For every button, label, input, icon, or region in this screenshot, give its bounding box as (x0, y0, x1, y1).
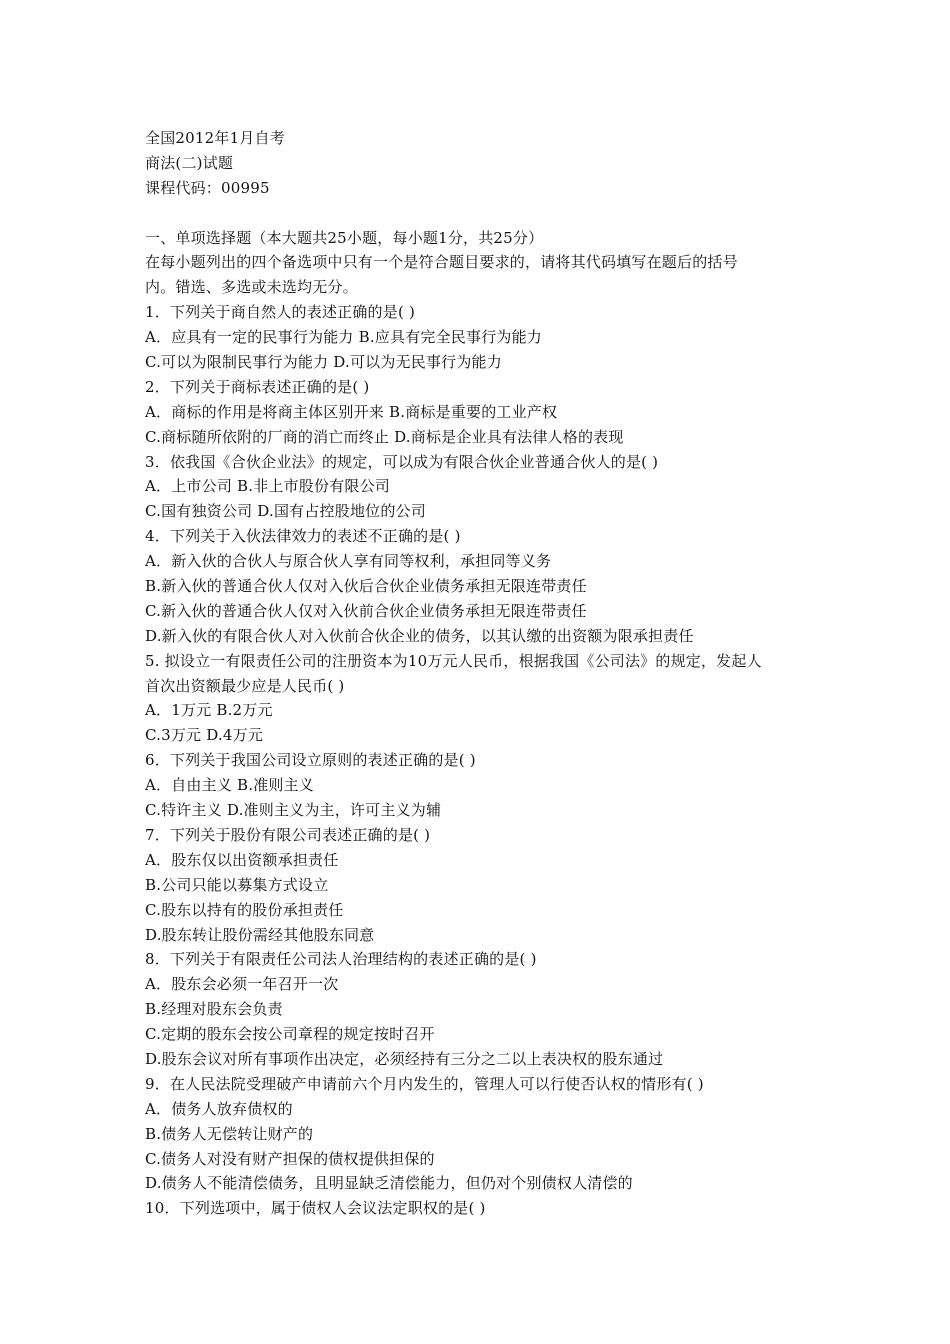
question-option: A．自由主义 B.准则主义 (145, 776, 314, 795)
question-option: C.特许主义 D.准则主义为主，许可主义为辅 (145, 801, 442, 820)
question-option: A．1万元 B.2万元 (145, 701, 273, 720)
question-stem: 6．下列关于我国公司设立原则的表述正确的是( ) (145, 751, 476, 770)
question-option: A．商标的作用是将商主体区别开来 B.商标是重要的工业产权 (145, 402, 558, 421)
question-stem: 7．下列关于股份有限公司表述正确的是( ) (145, 825, 431, 844)
question-option: C.3万元 D.4万元 (145, 726, 264, 745)
section-instructions-cont: 内。错选、多选或未选均无分。 (145, 278, 358, 297)
question-option: A．股东会必须一年召开一次 (145, 975, 339, 994)
course-code: 课程代码：00995 (145, 178, 270, 197)
question-option: A．股东仅以出资额承担责任 (145, 850, 339, 869)
question-option: C.定期的股东会按公司章程的规定按时召开 (145, 1025, 435, 1044)
question-stem: 5. 拟设立一有限责任公司的注册资本为10万元人民币，根据我国《公司法》的规定，发起人 (145, 651, 762, 670)
subject-title: 商法(二)试题 (145, 153, 234, 172)
question-stem: 4．下列关于入伙法律效力的表述不正确的是( ) (145, 527, 461, 546)
question-option: D.新入伙的有限合伙人对入伙前合伙企业的债务，以其认缴的出资额为限承担责任 (145, 626, 694, 645)
question-option: A．上市公司 B.非上市股份有限公司 (145, 477, 390, 496)
question-option: B.公司只能以募集方式设立 (145, 875, 329, 894)
question-option: A．债务人放弃债权的 (145, 1099, 293, 1118)
question-option: C.可以为限制民事行为能力 D.可以为无民事行为能力 (145, 353, 502, 372)
question-option: 首次出资额最少应是人民币( ) (145, 676, 345, 695)
exam-title: 全国2012年1月自考 (145, 129, 285, 147)
document-page (145, 126, 825, 1221)
question-option: C.股东以持有的股份承担责任 (145, 900, 344, 919)
question-option: A．新入伙的合伙人与原合伙人享有同等权利，承担同等义务 (145, 552, 552, 571)
question-option: D.股东转让股份需经其他股东同意 (145, 925, 375, 944)
question-option: C.新入伙的普通合伙人仅对入伙前合伙企业债务承担无限连带责任 (145, 601, 587, 620)
question-option: A．应具有一定的民事行为能力 B.应具有完全民事行为能力 (145, 328, 542, 347)
question-stem: 10．下列选项中，属于债权人会议法定职权的是( ) (145, 1199, 486, 1218)
spacer (145, 201, 825, 226)
question-stem: 8．下列关于有限责任公司法人治理结构的表述正确的是( ) (145, 950, 537, 969)
question-stem: 3．依我国《合伙企业法》的规定，可以成为有限合伙企业普通合伙人的是( ) (145, 452, 659, 471)
section-title: 一、单项选择题（本大题共25小题，每小题1分，共25分） (145, 228, 544, 247)
question-option: B.债务人无偿转让财产的 (145, 1124, 314, 1143)
question-option: D.债务人不能清偿债务，且明显缺乏清偿能力，但仍对个别债权人清偿的 (145, 1174, 633, 1193)
question-stem: 2．下列关于商标表述正确的是( ) (145, 377, 370, 396)
question-option: B.经理对股东会负责 (145, 1000, 283, 1019)
question-option: C.商标随所依附的厂商的消亡而终止 D.商标是企业具有法律人格的表现 (145, 427, 624, 446)
question-option: D.股东会议对所有事项作出决定，必须经持有三分之二以上表决权的股东通过 (145, 1049, 664, 1068)
question-stem: 1．下列关于商自然人的表述正确的是( ) (145, 303, 416, 322)
question-stem: 9．在人民法院受理破产申请前六个月内发生的，管理人可以行使否认权的情形有( ) (145, 1074, 704, 1093)
question-option: B.新入伙的普通合伙人仅对入伙后合伙企业债务承担无限连带责任 (145, 577, 587, 596)
question-option: C.债务人对没有财产担保的债权提供担保的 (145, 1149, 435, 1168)
section-instructions: 在每小题列出的四个备选项中只有一个是符合题目要求的，请将其代码填写在题后的括号 (145, 253, 738, 272)
question-list (145, 300, 825, 1221)
question-option: C.国有独资公司 D.国有占控股地位的公司 (145, 502, 426, 521)
